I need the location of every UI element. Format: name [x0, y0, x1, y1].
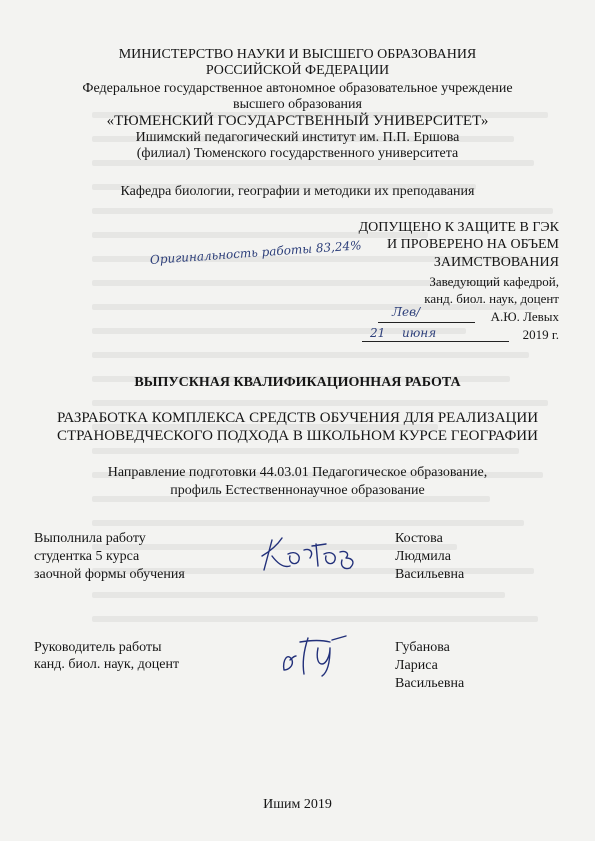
- direction-line-1: Направление подготовки 44.03.01 Педагогическое образование,: [107, 465, 488, 480]
- institution-line-2: высшего образования: [233, 97, 362, 112]
- head-name: А.Ю. Левых: [490, 309, 559, 324]
- city-year: Ишим 2019: [263, 797, 332, 812]
- head-signature: Лев/: [392, 305, 421, 319]
- university-name: «ТЮМЕНСКИЙ ГОСУДАРСТВЕННЫЙ УНИВЕРСИТЕТ»: [106, 113, 489, 129]
- originality-note: Оригинальность работы 83,24%: [149, 238, 362, 267]
- author-signature: [258, 530, 368, 576]
- branch-line-2: (филиал) Тюменского государственного университета: [136, 146, 459, 161]
- approval-line-3: ЗАИМСТВОВАНИЯ: [433, 255, 559, 270]
- date-year: 2019 г.: [522, 327, 559, 342]
- head-signature-line: [378, 322, 475, 323]
- date-month: июня: [402, 326, 437, 340]
- supervisor-role-line-1: Руководитель работы: [34, 640, 162, 655]
- date-line: [362, 341, 509, 342]
- branch-line-1: Ишимский педагогический институт им. П.П. Ершова: [135, 130, 460, 145]
- head-title: Заведующий кафедрой,: [429, 274, 559, 289]
- date-day: 21: [370, 326, 386, 340]
- ministry-line-1: МИНИСТЕРСТВО НАУКИ И ВЫСШЕГО ОБРАЗОВАНИЯ: [118, 47, 477, 62]
- work-title-line-1: РАЗРАБОТКА КОМПЛЕКСА СРЕДСТВ ОБУЧЕНИЯ ДЛЯ РЕАЛИЗАЦИИ: [56, 410, 539, 426]
- supervisor-first-name: Лариса: [395, 658, 438, 673]
- department-name: Кафедра биологии, географии и методики их преподавания: [120, 184, 475, 199]
- head-degree: канд. биол. наук, доцент: [424, 291, 559, 306]
- work-title-line-2: СТРАНОВЕДЧЕСКОГО ПОДХОДА В ШКОЛЬНОМ КУРСЕ ГЕОГРАФИИ: [57, 428, 538, 444]
- author-first-name: Людмила: [395, 549, 451, 564]
- approval-line-1: ДОПУЩЕНО К ЗАЩИТЕ В ГЭК: [358, 220, 559, 235]
- direction-line-2: профиль Естественнонаучное образование: [170, 483, 425, 498]
- author-patronymic: Васильевна: [395, 567, 465, 582]
- approval-line-2: И ПРОВЕРЕНО НА ОБЪЕМ: [387, 237, 559, 252]
- supervisor-surname: Губанова: [395, 640, 450, 655]
- ministry-line-2: РОССИЙСКОЙ ФЕДЕРАЦИИ: [205, 63, 390, 78]
- institution-line-1: Федеральное государственное автономное образовательное учреждение: [82, 81, 513, 96]
- supervisor-role-line-2: канд. биол. наук, доцент: [34, 657, 180, 672]
- author-role-line-1: Выполнила работу: [34, 531, 146, 546]
- author-role-line-2: студентка 5 курса: [34, 549, 140, 564]
- supervisor-signature: [274, 630, 354, 678]
- author-role-line-3: заочной формы обучения: [34, 567, 185, 582]
- supervisor-patronymic: Васильевна: [395, 676, 465, 691]
- work-type: ВЫПУСКНАЯ КВАЛИФИКАЦИОННАЯ РАБОТА: [134, 375, 461, 390]
- author-surname: Костова: [395, 531, 443, 546]
